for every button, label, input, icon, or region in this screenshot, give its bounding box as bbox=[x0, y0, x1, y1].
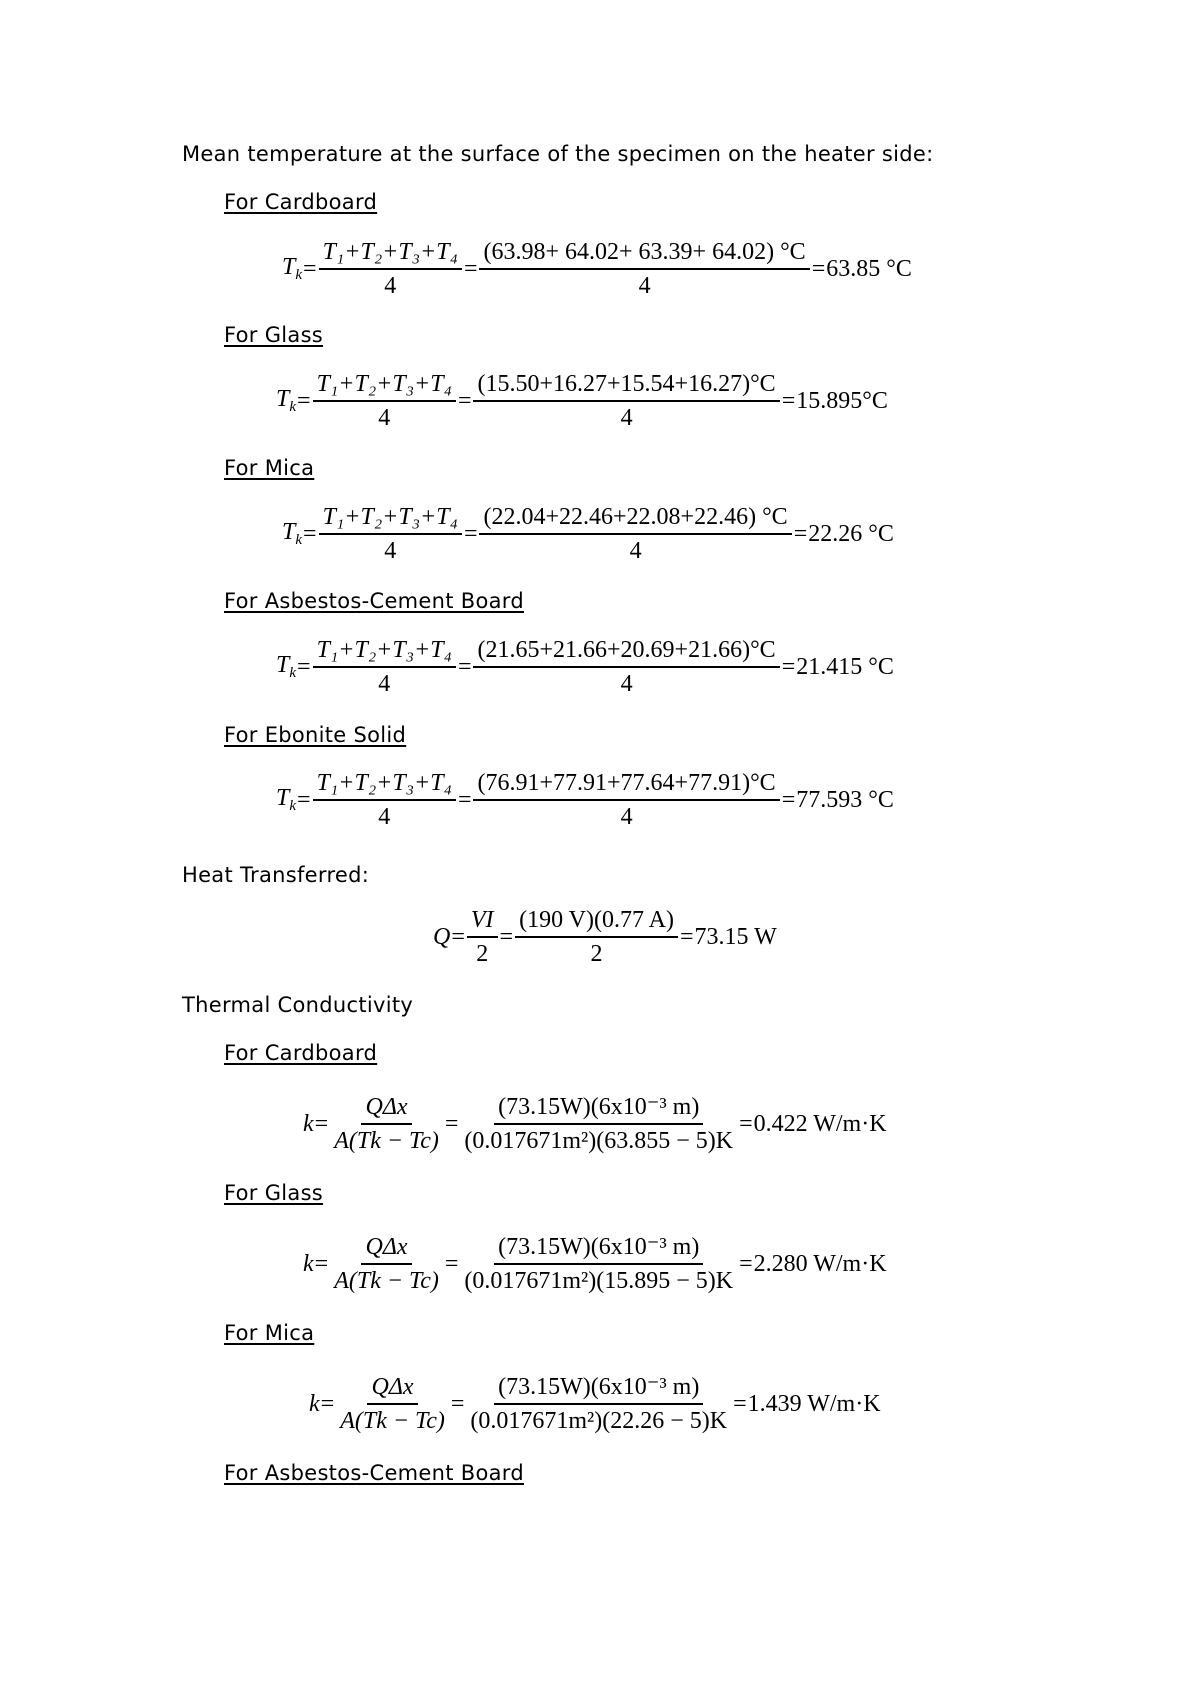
k-equation-mica: k = $\frac{\text{QΔx}}{A(Tk - Tc)}$ = $\frac{\text{(73.15W)(6x10⁻³ m)}}{\text{(0.017671m²)(22.26 − 5)K}}$ = 1.439 W/m·K bbox=[309, 1374, 881, 1434]
tk-equation-mica: $T_k$ = $\frac{\text{T₁+T₂+T₃+T₄}}{4}$ = $\frac{(22.04+22.46+22.08+22.46) ^\circ C}{4}$ = 22.26 °C bbox=[282, 504, 894, 564]
sum-numerator: (15.50+16.27+15.54+16.27)°C bbox=[473, 370, 779, 402]
k-mica-label: For Mica bbox=[224, 1321, 315, 1345]
k-cardboard-label: For Cardboard bbox=[224, 1041, 378, 1065]
sum-numerator: (22.04+22.46+22.08+22.46) °C bbox=[479, 503, 791, 535]
equation-result: 73.15 W bbox=[694, 923, 777, 950]
thermal-conductivity-heading: Thermal Conductivity bbox=[182, 993, 414, 1017]
sum-numerator: (63.98+ 64.02+ 63.39+ 64.02) °C bbox=[479, 238, 809, 270]
sum-numerator: (21.65+21.66+20.69+21.66)°C bbox=[473, 636, 779, 668]
cardboard-label: For Cardboard bbox=[224, 190, 378, 214]
heat-transferred-heading: Heat Transferred: bbox=[182, 863, 370, 887]
equation-result: 22.26 °C bbox=[808, 520, 894, 547]
equation-result: 0.422 W/m·K bbox=[753, 1110, 887, 1137]
heat-equation: Q = $\frac{VI}{2}$ = $\frac{(190 V)(0.77 A)}{2}$ = 73.15 W bbox=[433, 907, 777, 967]
equation-result: 63.85 °C bbox=[826, 255, 912, 282]
k-equation-glass: k = $\frac{\text{QΔx}}{A(Tk - Tc)}$ = $\frac{\text{(73.15W)(6x10⁻³ m)}}{\text{(0.017671m²)(15.895 − 5)K}}$ = 2.280 W/m·K bbox=[303, 1234, 887, 1294]
tk-equation-ebonite: $T_k$ = $\frac{\text{T₁+T₂+T₃+T₄}}{4}$ = $\frac{(76.91+77.91+77.64+77.91)^\circ C}{4}$ = 77.593 °C bbox=[276, 770, 894, 830]
tk-equation-glass: $T_k$ = $\frac{\text{T₁+T₂+T₃+T₄}}{4}$ = $\frac{(15.50+16.27+15.54+16.27)^\circ C}{4}$ = 15.895°C bbox=[276, 371, 888, 431]
tk-equation-cardboard: $T_k$ = $\frac{\text{T₁+T₂+T₃+T₄}}{4}$ = $\frac{(63.98+ 64.02+ 63.39+ 64.02) ^\circ C}{4}$ = 63.85 °C bbox=[282, 239, 912, 299]
mica-label: For Mica bbox=[224, 456, 315, 480]
equation-result: 2.280 W/m·K bbox=[753, 1250, 887, 1277]
equation-result: 1.439 W/m·K bbox=[747, 1390, 881, 1417]
equation-result: 77.593 °C bbox=[796, 786, 894, 813]
sum-numerator: (76.91+77.91+77.64+77.91)°C bbox=[473, 769, 779, 801]
k-equation-cardboard: k = $\frac{\text{QΔx}}{A(Tk - Tc)}$ = $\frac{\text{(73.15W)(6x10⁻³ m)}}{\text{(0.017671m²)(63.855 − 5)K}}$ = 0.422 W/m·K bbox=[303, 1094, 887, 1154]
k-asbestos-label: For Asbestos-Cement Board bbox=[224, 1461, 524, 1485]
k-glass-label: For Glass bbox=[224, 1181, 324, 1205]
ebonite-label: For Ebonite Solid bbox=[224, 723, 407, 747]
equation-result: 21.415 °C bbox=[796, 653, 894, 680]
mean-temperature-heading: Mean temperature at the surface of the specimen on the heater side: bbox=[182, 142, 934, 166]
asbestos-label: For Asbestos-Cement Board bbox=[224, 589, 524, 613]
tk-lhs: $T_k$ bbox=[282, 254, 303, 283]
equation-result: 15.895°C bbox=[796, 387, 888, 414]
tk-equation-asbestos: $T_k$ = $\frac{\text{T₁+T₂+T₃+T₄}}{4}$ = $\frac{(21.65+21.66+20.69+21.66)^\circ C}{4}$ = 21.415 °C bbox=[276, 637, 894, 697]
glass-label: For Glass bbox=[224, 323, 324, 347]
